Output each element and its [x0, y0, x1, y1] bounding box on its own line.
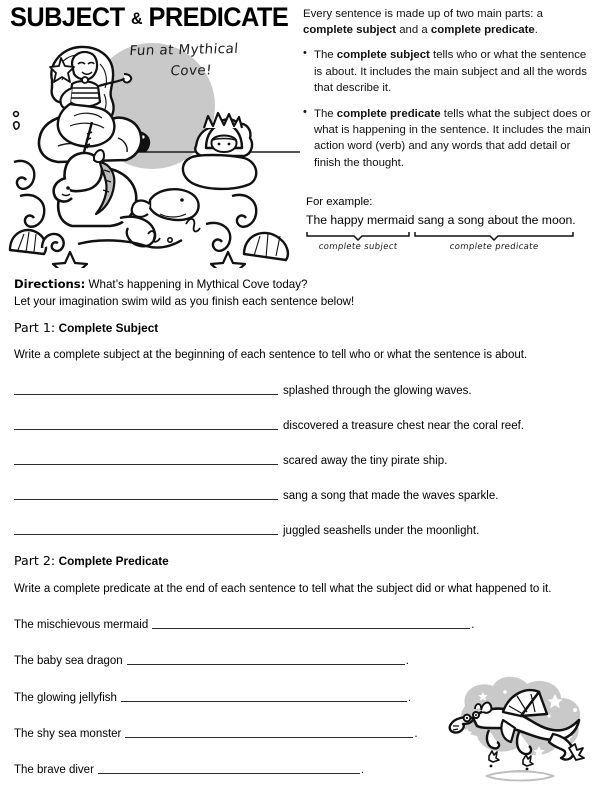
bullet-2-pre: The	[314, 107, 337, 120]
directions-label: Directions:	[14, 277, 86, 291]
part-2-lead-1: The mischievous mermaid	[14, 619, 149, 631]
part-1-blank-1[interactable]	[14, 383, 278, 395]
page-title-ampersand: &	[131, 9, 142, 28]
directions-line-1: What’s happening in Mythical Cove today?	[85, 278, 308, 291]
part-1-row-5	[14, 523, 534, 537]
intro-lead-c: .	[534, 24, 538, 37]
bullet-2-post: tells what the subject does or what is happening in the sentence. It includes the main action word (verb) and any words that add detail or finish the thought.	[314, 107, 591, 169]
example-sentence	[306, 213, 576, 227]
part-2-period-5: .	[360, 764, 365, 776]
intro-lead-bold-subject: complete subject	[303, 24, 397, 37]
brace-label-subject: complete subject	[317, 242, 399, 252]
bullet-1-pre: The	[314, 49, 337, 62]
part-1-tail-5: juggled seashells under the moonlight.	[283, 525, 480, 537]
part-2-row-2	[14, 653, 534, 667]
cove-caption-line-1: Fun at Mythical	[128, 40, 240, 60]
example-sentence-subject: The happy mermaid	[306, 213, 415, 227]
directions-block	[14, 276, 589, 311]
part-1-row-4	[14, 488, 534, 502]
directions-line-2: Let your imagination swim wild as you finish each sentence below!	[14, 294, 355, 308]
part-2-period-2: .	[405, 655, 409, 667]
part-1-blank-4[interactable]	[14, 488, 278, 500]
intro-lead-b: and a	[396, 24, 431, 37]
flying-dragon-svg	[443, 672, 593, 790]
example-label: For example:	[306, 196, 373, 208]
part-2-blank-2[interactable]	[127, 653, 405, 665]
intro-lead-paragraph	[303, 6, 593, 38]
bullet-1-bold: complete subject	[336, 49, 430, 62]
part-2-period-3: .	[407, 692, 412, 704]
bullet-2-bold: complete predicate	[336, 107, 441, 120]
part-2-blank-3[interactable]	[121, 690, 407, 702]
part-2-instruction: Write a complete predicate at the end of each sentence to tell what the subject did or what happened to it.	[14, 583, 552, 595]
intro-text-block	[303, 6, 593, 181]
part-1-blank-3[interactable]	[14, 453, 278, 465]
part-2-blank-1[interactable]	[152, 617, 470, 629]
part-1-title: Complete Subject	[58, 321, 159, 335]
part-2-blank-4[interactable]	[125, 726, 413, 738]
intro-bullet-complete-subject	[303, 47, 593, 96]
underbrace-subject-icon	[306, 231, 410, 241]
part-1-instruction: Write a complete subject at the beginning of each sentence to tell who or what the sentence is about.	[14, 349, 528, 361]
brace-group-subject	[306, 231, 410, 252]
cove-caption-line-2: Cove!	[169, 62, 213, 80]
example-brace-annotations	[306, 231, 586, 263]
part-1-tail-1: splashed through the glowing waves.	[283, 385, 472, 397]
intro-lead-a: Every sentence is made up of two main parts: a	[303, 8, 543, 20]
underbrace-predicate-icon	[414, 231, 574, 241]
brace-group-predicate	[414, 231, 574, 252]
flying-dragon-illustration	[443, 672, 593, 790]
part-1-number: Part 1:	[14, 320, 56, 335]
part-2-number: Part 2:	[14, 553, 56, 568]
bullet-1-post: tells who or what the sentence is about. It includes the main subject and all the words that describe it.	[314, 49, 587, 94]
part-2-title: Complete Predicate	[58, 554, 169, 568]
part-1-tail-3: scared away the tiny pirate ship.	[283, 455, 448, 467]
page-title	[10, 2, 289, 32]
part-1-blank-2[interactable]	[14, 418, 278, 430]
part-1-blank-5[interactable]	[14, 523, 278, 535]
intro-bullet-complete-predicate	[303, 106, 593, 171]
part-2-lead-3: The glowing jellyfish	[14, 692, 117, 704]
example-sentence-predicate: sang a song about the moon.	[417, 213, 576, 227]
page-title-word-subject: SUBJECT	[10, 2, 125, 32]
part-2-lead-2: The baby sea dragon	[14, 655, 123, 667]
part-1-row-3	[14, 453, 534, 467]
part-2-lead-5: The brave diver	[14, 764, 94, 776]
part-2-period-4: .	[414, 728, 418, 740]
intro-lead-bold-predicate: complete predicate	[430, 24, 535, 37]
brace-label-predicate: complete predicate	[448, 242, 540, 252]
part-1-row-2	[14, 418, 534, 432]
part-2-lead-4: The shy sea monster	[14, 728, 122, 740]
part-2-row-1	[14, 617, 534, 631]
part-2-period-1: .	[471, 619, 475, 631]
part-1-row-1	[14, 383, 534, 397]
part-1-heading	[14, 320, 158, 335]
part-1-tail-2: discovered a treasure chest near the coral reef.	[283, 420, 524, 432]
page-title-word-predicate: PREDICATE	[148, 2, 289, 32]
intro-bullet-list	[303, 47, 593, 170]
part-2-blank-5[interactable]	[98, 762, 360, 774]
cove-caption	[116, 39, 249, 84]
part-2-heading	[14, 553, 169, 568]
part-1-tail-4: sang a song that made the waves sparkle.	[283, 490, 499, 502]
